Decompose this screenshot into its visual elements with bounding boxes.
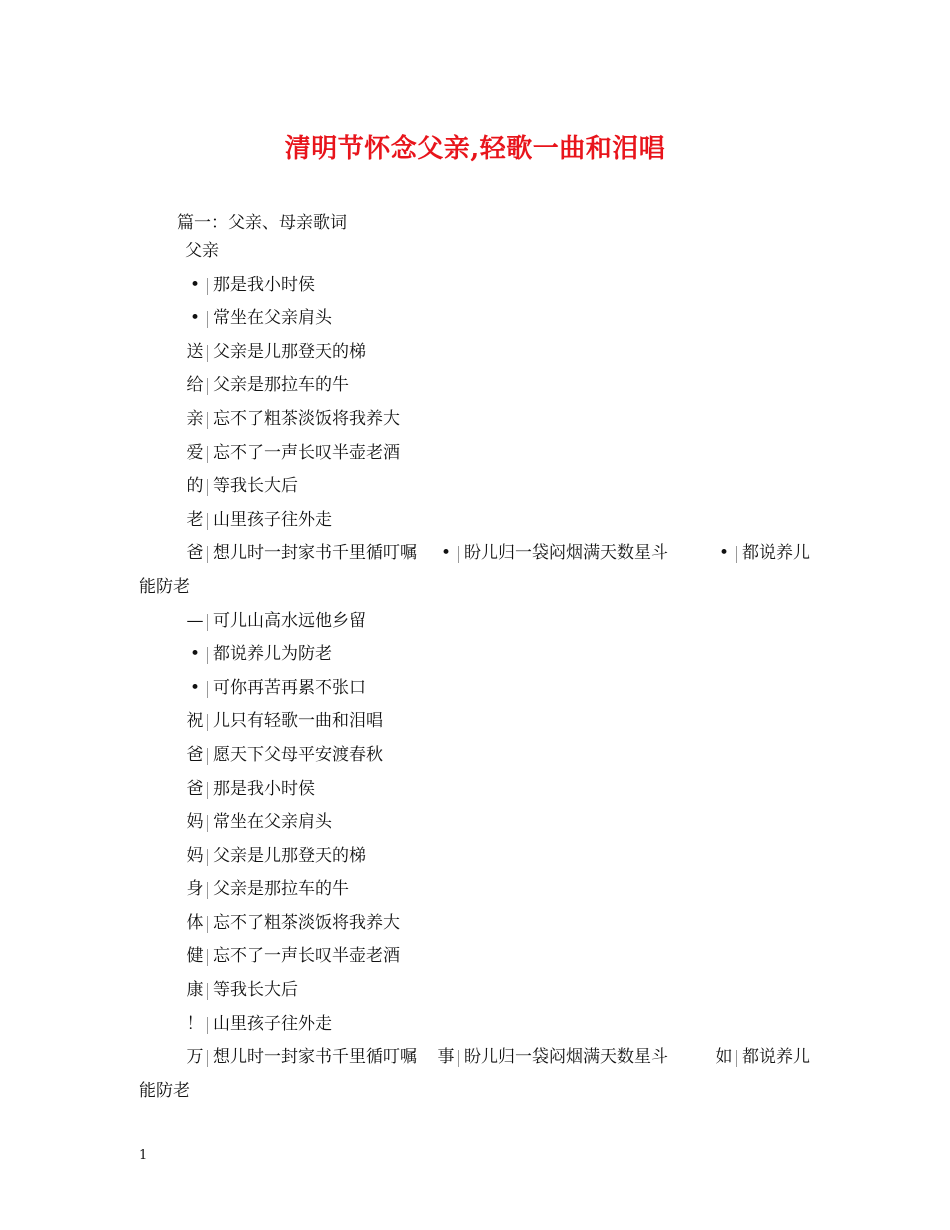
lyric-text: 山里孩子往外走 — [213, 1013, 332, 1034]
lyric-marker: • — [189, 274, 201, 295]
lyric-text: 父亲是那拉车的牛 — [213, 375, 349, 396]
lyric-text: 常坐在父亲肩头 — [213, 308, 332, 329]
lyric-line — [139, 773, 829, 807]
lyric-marker: 爱 — [186, 442, 204, 463]
page-number: 1 — [139, 1148, 148, 1163]
lyric-line — [139, 840, 829, 874]
column-divider — [207, 983, 208, 1000]
lyric-marker: 康 — [186, 980, 204, 1001]
lyric-text: 忘不了粗茶淡饭将我养大 — [213, 408, 400, 429]
column-divider — [207, 882, 208, 899]
lyric-text: 父亲是儿那登天的梯 — [213, 845, 366, 866]
lyric-marker: • — [189, 308, 201, 329]
lyric-marker: 给 — [186, 375, 204, 396]
lyric-marker: 爸 — [186, 778, 204, 799]
lyric-line — [139, 504, 829, 538]
lyric-text: 父亲是那拉车的牛 — [213, 879, 349, 900]
column-divider — [207, 311, 208, 328]
lyric-marker: • — [718, 543, 730, 564]
lyric-line — [139, 873, 829, 907]
lyric-line — [139, 940, 829, 974]
lyric-text: 都说养儿 — [742, 1047, 810, 1068]
column-divider — [207, 378, 208, 395]
lyric-marker: 如 — [715, 1047, 733, 1068]
lyric-text: 可儿山高水远他乡留 — [213, 610, 366, 631]
lyric-marker: 老 — [186, 509, 204, 530]
lyric-marker: 爸 — [186, 543, 204, 564]
column-divider — [207, 849, 208, 866]
lyric-line — [139, 806, 829, 840]
lyric-line — [139, 605, 829, 639]
lyric-line — [139, 907, 829, 941]
column-divider — [207, 513, 208, 530]
lyric-text: 愿天下父母平安渡春秋 — [213, 744, 383, 765]
lyric-marker: 万 — [186, 1047, 204, 1068]
lyric-text: 山里孩子往外走 — [213, 509, 332, 530]
column-divider — [736, 546, 737, 563]
column-divider — [207, 345, 208, 362]
lyric-rows — [139, 269, 829, 1109]
lyric-text: 那是我小时侯 — [213, 778, 315, 799]
column-divider — [207, 412, 208, 429]
column-divider — [207, 479, 208, 496]
lyric-line — [139, 403, 829, 437]
column-divider — [207, 748, 208, 765]
lyric-text: 都说养儿为防老 — [213, 644, 332, 665]
column-divider — [207, 546, 208, 563]
column-divider — [207, 446, 208, 463]
lyric-continuation-line — [139, 571, 829, 605]
lyric-line — [139, 1041, 829, 1075]
lyric-marker: 身 — [186, 879, 204, 900]
lyric-line — [139, 739, 829, 773]
lyric-marker: 爸 — [186, 744, 204, 765]
lyric-marker: — — [186, 610, 204, 631]
column-divider — [207, 278, 208, 295]
column-divider — [207, 681, 208, 698]
column-divider — [207, 647, 208, 664]
lyric-line — [139, 437, 829, 471]
lyric-line — [139, 1008, 829, 1042]
lyric-line — [139, 537, 829, 571]
column-divider — [736, 1050, 737, 1067]
lyric-line — [139, 705, 829, 739]
lyric-text: 儿只有轻歌一曲和泪唱 — [213, 711, 383, 732]
lyric-marker: • — [189, 677, 201, 698]
column-divider — [458, 546, 459, 563]
lyric-continuation: 能防老 — [139, 576, 190, 597]
column-divider — [207, 714, 208, 731]
lyric-text: 想儿时一封家书千里循叮嘱 — [213, 1047, 417, 1068]
lyric-line — [139, 974, 829, 1008]
lyric-text: 可你再苦再累不张口 — [213, 677, 366, 698]
lyric-line — [139, 470, 829, 504]
lyric-text: 想儿时一封家书千里循叮嘱 — [213, 543, 417, 564]
section-heading: 篇一：父亲、母亲歌词 — [177, 213, 347, 233]
lyric-marker: 妈 — [186, 812, 204, 833]
column-divider — [207, 1050, 208, 1067]
lyric-line — [139, 302, 829, 336]
lyric-marker: 体 — [186, 912, 204, 933]
lyrics-body — [139, 235, 829, 1108]
lyric-continuation-line — [139, 1075, 829, 1109]
lyric-line — [139, 672, 829, 706]
lyric-marker: • — [440, 543, 452, 564]
lyric-marker: 送 — [186, 341, 204, 362]
lyric-marker: 亲 — [186, 408, 204, 429]
page-title: 清明节怀念父亲,轻歌一曲和泪唱 — [284, 134, 666, 164]
column-divider — [458, 1050, 459, 1067]
lyric-marker: 事 — [437, 1047, 455, 1068]
lyric-line — [139, 269, 829, 303]
song-title-line — [139, 235, 829, 269]
lyric-marker: • — [189, 644, 201, 665]
lyric-text: 都说养儿 — [742, 543, 810, 564]
song-title: 父亲 — [185, 241, 219, 261]
lyric-line — [139, 336, 829, 370]
lyric-text: 常坐在父亲肩头 — [213, 812, 332, 833]
lyric-marker: 健 — [186, 946, 204, 967]
column-divider — [207, 916, 208, 933]
lyric-text: 忘不了一声长叹半壶老酒 — [213, 442, 400, 463]
lyric-text: 父亲是儿那登天的梯 — [213, 341, 366, 362]
lyric-text: 盼儿归一袋闷烟满天数星斗 — [464, 543, 668, 564]
lyric-text: 忘不了一声长叹半壶老酒 — [213, 946, 400, 967]
column-divider — [207, 815, 208, 832]
lyric-marker: 的 — [186, 476, 204, 497]
lyric-text: 那是我小时侯 — [213, 274, 315, 295]
lyric-marker: ！ — [186, 1013, 204, 1034]
lyric-text: 等我长大后 — [213, 476, 298, 497]
column-divider — [207, 949, 208, 966]
lyric-text: 盼儿归一袋闷烟满天数星斗 — [464, 1047, 668, 1068]
lyric-line — [139, 369, 829, 403]
column-divider — [207, 1017, 208, 1034]
column-divider — [207, 614, 208, 631]
lyric-marker: 妈 — [186, 845, 204, 866]
lyric-text: 忘不了粗茶淡饭将我养大 — [213, 912, 400, 933]
column-divider — [207, 782, 208, 799]
lyric-marker: 祝 — [186, 711, 204, 732]
lyric-text: 等我长大后 — [213, 980, 298, 1001]
lyric-line — [139, 638, 829, 672]
lyric-continuation: 能防老 — [139, 1080, 190, 1101]
